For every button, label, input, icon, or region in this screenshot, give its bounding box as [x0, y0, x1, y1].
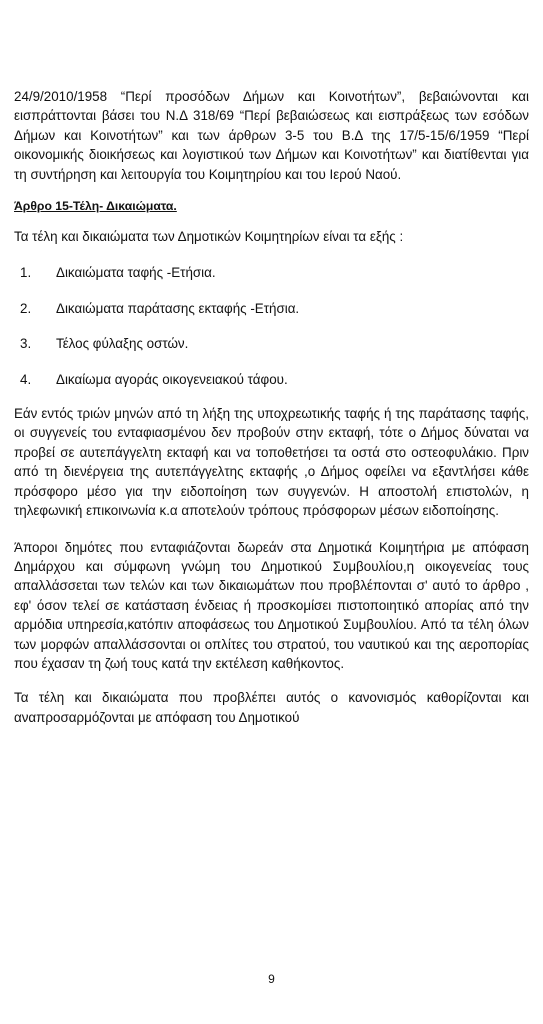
article-heading: Άρθρο 15-Τέλη- Δικαιώματα. [14, 199, 177, 214]
paragraph-fee-adjustment: Τα τέλη και δικαιώματα που προβλέπει αυτός ο κανονισμός καθορίζονται και αναπροσαρμόζονται με απόφαση του Δημοτικού [14, 690, 529, 725]
page-number: 9 [268, 972, 275, 986]
paragraph-exhumation: Εάν εντός τριών μηνών από τη λήξη της υποχρεωτικής ταφής ή της παράτασης ταφής, οι συγγενείς του ενταφιασμένου δεν προβούν στην εκταφή, τότε ο Δήμος δύναται να προβεί σε αυτεπάγγελτη εκταφή και να τοποθετήσει τα οστά στο οστεοφυλάκιο. Πριν από τη διενέργεια της αυτεπάγγελτης εκταφής ,ο Δήμος οφείλει να εξαντλήσει κάθε πρόσφορο μέσο για την ειδοποίηση των συγγενών. Η αποστολή επιστολών, η τηλεφωνική επικοινωνία κ.α αποτελούν τρόπους πρόσφορων μέσων ειδοποίησης. [14, 406, 529, 519]
list-item-number: 1. [20, 265, 32, 281]
paragraph-legal-basis: 24/9/2010/1958 “Περί προσόδων Δήμων και Κοινοτήτων”, βεβαιώνονται και εισπράττονται βάσει του Ν.Δ 318/69 “Περί βεβαιώσεως και εισπράξεως των εσόδων Δήμων και Κοινοτήτων” και των άρθρων 3-5 του Β.Δ της 17/5-15/6/1959 “Περί οικονομικής διοικήσεως και λογιστικού των Δήμων και Κοινοτήτων” και διατίθενται για τη συντήρηση και λειτουργία του Κοιμητηρίου και του Ιερού Ναού. [14, 89, 529, 182]
list-item-number: 3. [20, 336, 32, 352]
list-item-text: Τέλος φύλαξης οστών. [56, 336, 189, 352]
list-item-number: 4. [20, 371, 32, 387]
list-item [14, 334, 529, 353]
list-item-number: 2. [20, 300, 32, 316]
fees-list [14, 263, 529, 389]
list-item-text: Δικαιώματα ταφής -Ετήσια. [56, 265, 216, 281]
list-item [14, 370, 529, 389]
page-content [14, 87, 529, 727]
paragraph-poor-residents: Άποροι δημότες που ενταφιάζονται δωρεάν στα Δημοτικά Κοιμητήρια με απόφαση Δημάρχου και σύμφωνη γνώμη του Δημοτικού Συμβουλίου,η οικογενείας τους απαλλάσσεται των τελών και των δικαιωμάτων που προβλέπονται σ' αυτό το άρθρο , εφ' όσον τελεί σε κατάσταση ένδειας ή προσκομίσει πιστοποιητικό απορίας από την αρμόδια υπηρεσία,κατόπιν αποφάσεως του Δημοτικού Συμβουλίου. Από τα τέλη όλων των μορφών απαλλάσσονται οι οπλίτες του στρατού, του ναυτικού και της αεροπορίας που έχασαν τη ζωή τους κατά την εκτέλεση καθήκοντος. [14, 539, 529, 671]
list-item-text: Δικαιώματα παράτασης εκταφής -Ετήσια. [56, 300, 300, 316]
list-item-text: Δικαίωμα αγοράς οικογενειακού τάφου. [56, 371, 288, 387]
paragraph-intro: Τα τέλη και δικαιώματα των Δημοτικών Κοιμητηρίων είναι τα εξής : [14, 229, 404, 245]
list-item [14, 299, 529, 318]
list-item [14, 263, 529, 282]
